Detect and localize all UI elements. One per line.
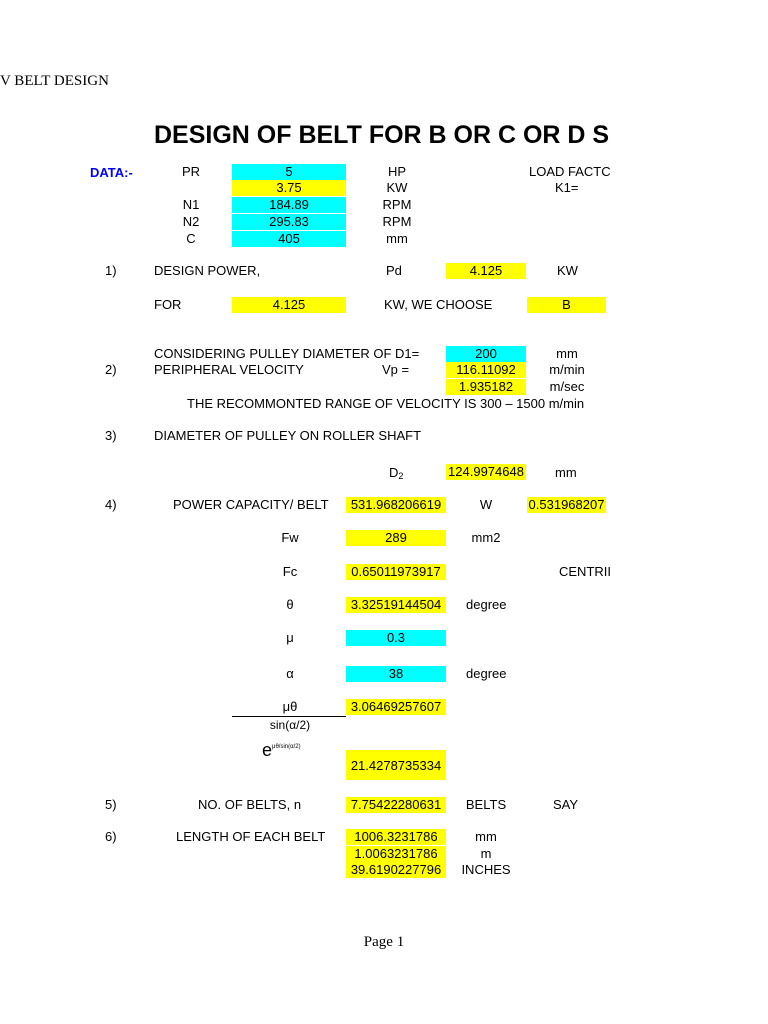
theta-label: θ	[286, 597, 294, 612]
e-label: $e^{\mu\theta/sin(\alpha/2)}$	[262, 740, 301, 760]
d2-symbol: $D_2$	[389, 465, 404, 481]
fw-value: 289	[346, 530, 446, 546]
step1-design-power-value: 4.125	[446, 263, 526, 279]
alpha-value: 38	[346, 666, 446, 682]
data-value-c: 405	[232, 231, 346, 247]
belt-length-inches-unit: INCHES	[461, 862, 511, 877]
no-of-belts-unit: BELTS	[465, 797, 507, 812]
d2-value: 124.9974648	[446, 464, 526, 480]
data-label: DATA:-	[90, 165, 133, 180]
step4-label: POWER CAPACITY/ BELT	[173, 497, 329, 512]
power-capacity-kw-value: 0.531968207	[528, 497, 605, 512]
data-unit-kw: KW	[386, 180, 408, 195]
step1-symbol: Pd	[386, 263, 402, 278]
fw-label: Fw	[281, 530, 299, 545]
data-label-n2: N2	[182, 214, 200, 229]
data-unit-hp: HP	[387, 164, 407, 179]
theta-value: 3.32519144504	[346, 597, 446, 613]
step3-number: 3)	[105, 428, 117, 443]
data-value-n1: 184.89	[232, 197, 346, 213]
d1-unit: mm	[556, 346, 578, 361]
page-heading: V BELT DESIGN	[0, 73, 109, 89]
belt-length-m-value: 1.0063231786	[346, 846, 446, 862]
for-value: 4.125	[232, 297, 346, 313]
sin-alpha-label: sin(α/2)	[269, 718, 311, 732]
choose-label: KW, WE CHOOSE	[384, 297, 493, 312]
alpha-unit: degree	[466, 666, 507, 681]
no-of-belts-value: 7.75422280631	[346, 797, 446, 813]
power-capacity-unit: W	[479, 497, 493, 512]
step2-number: 2)	[105, 362, 117, 377]
velocity-msec-unit: m/sec	[549, 379, 585, 394]
for-label: FOR	[154, 297, 182, 312]
e-power-value: 21.4278735334	[346, 750, 446, 780]
d1-value: 200	[446, 346, 526, 362]
power-capacity-value: 531.968206619	[346, 497, 446, 513]
step5-number: 5)	[105, 797, 117, 812]
belt-section-value: B	[527, 297, 606, 313]
k1-label: K1=	[555, 180, 579, 195]
step1-label: DESIGN POWER,	[154, 263, 261, 278]
alpha-label: α	[286, 666, 294, 681]
belt-length-inches-value: 39.6190227796	[346, 862, 446, 878]
velocity-mmin-unit: m/min	[549, 362, 585, 377]
data-label-c: C	[186, 231, 196, 246]
data-unit-c: mm	[386, 231, 408, 246]
say-label: SAY	[553, 797, 579, 812]
data-value-kw: 3.75	[232, 180, 346, 196]
step1-number: 1)	[105, 263, 117, 278]
data-value-pr: 5	[232, 164, 346, 180]
mu-label: μ	[286, 630, 294, 645]
step5-label: NO. OF BELTS, n	[198, 797, 302, 812]
belt-length-mm-value: 1006.3231786	[346, 829, 446, 845]
velocity-range-note: THE RECOMMONTED RANGE OF VELOCITY IS 300 – 1500 m/min	[187, 396, 585, 411]
fc-label: Fc	[282, 564, 298, 579]
fc-note: CENTRII	[559, 564, 611, 579]
data-label-n1: N1	[182, 197, 200, 212]
step4-number: 4)	[105, 497, 117, 512]
step6-number: 6)	[105, 829, 117, 844]
mutheta-value: 3.06469257607	[346, 699, 446, 715]
step2-symbol: Vp =	[382, 362, 410, 377]
theta-unit: degree	[466, 597, 507, 612]
belt-length-mm-unit: mm	[475, 829, 497, 844]
fw-unit: mm2	[471, 530, 501, 545]
page-title: DESIGN OF BELT FOR B OR C OR D S	[154, 121, 610, 149]
data-unit-n2: RPM	[382, 214, 412, 229]
velocity-msec-value: 1.935182	[446, 379, 526, 395]
mutheta-label: μθ	[282, 699, 298, 714]
mu-value: 0.3	[346, 630, 446, 646]
data-value-n2: 295.83	[232, 214, 346, 230]
data-unit-n1: RPM	[382, 197, 412, 212]
step1-unit: KW	[557, 263, 578, 278]
step2-label: PERIPHERAL VELOCITY	[154, 362, 304, 377]
considering-label: CONSIDERING PULLEY DIAMETER OF D1=	[154, 346, 420, 361]
load-factor-label: LOAD FACTC	[529, 164, 611, 179]
belt-length-m-unit: m	[480, 846, 492, 861]
fc-value: 0.65011973917	[346, 564, 446, 580]
step6-label: LENGTH OF EACH BELT	[176, 829, 326, 844]
step3-label: DIAMETER OF PULLEY ON ROLLER SHAFT	[154, 428, 422, 443]
velocity-mmin-value: 116.11092	[446, 362, 526, 378]
d2-unit: mm	[555, 465, 577, 480]
page-footer: Page 1	[363, 934, 405, 950]
data-label-pr: PR	[181, 164, 201, 179]
